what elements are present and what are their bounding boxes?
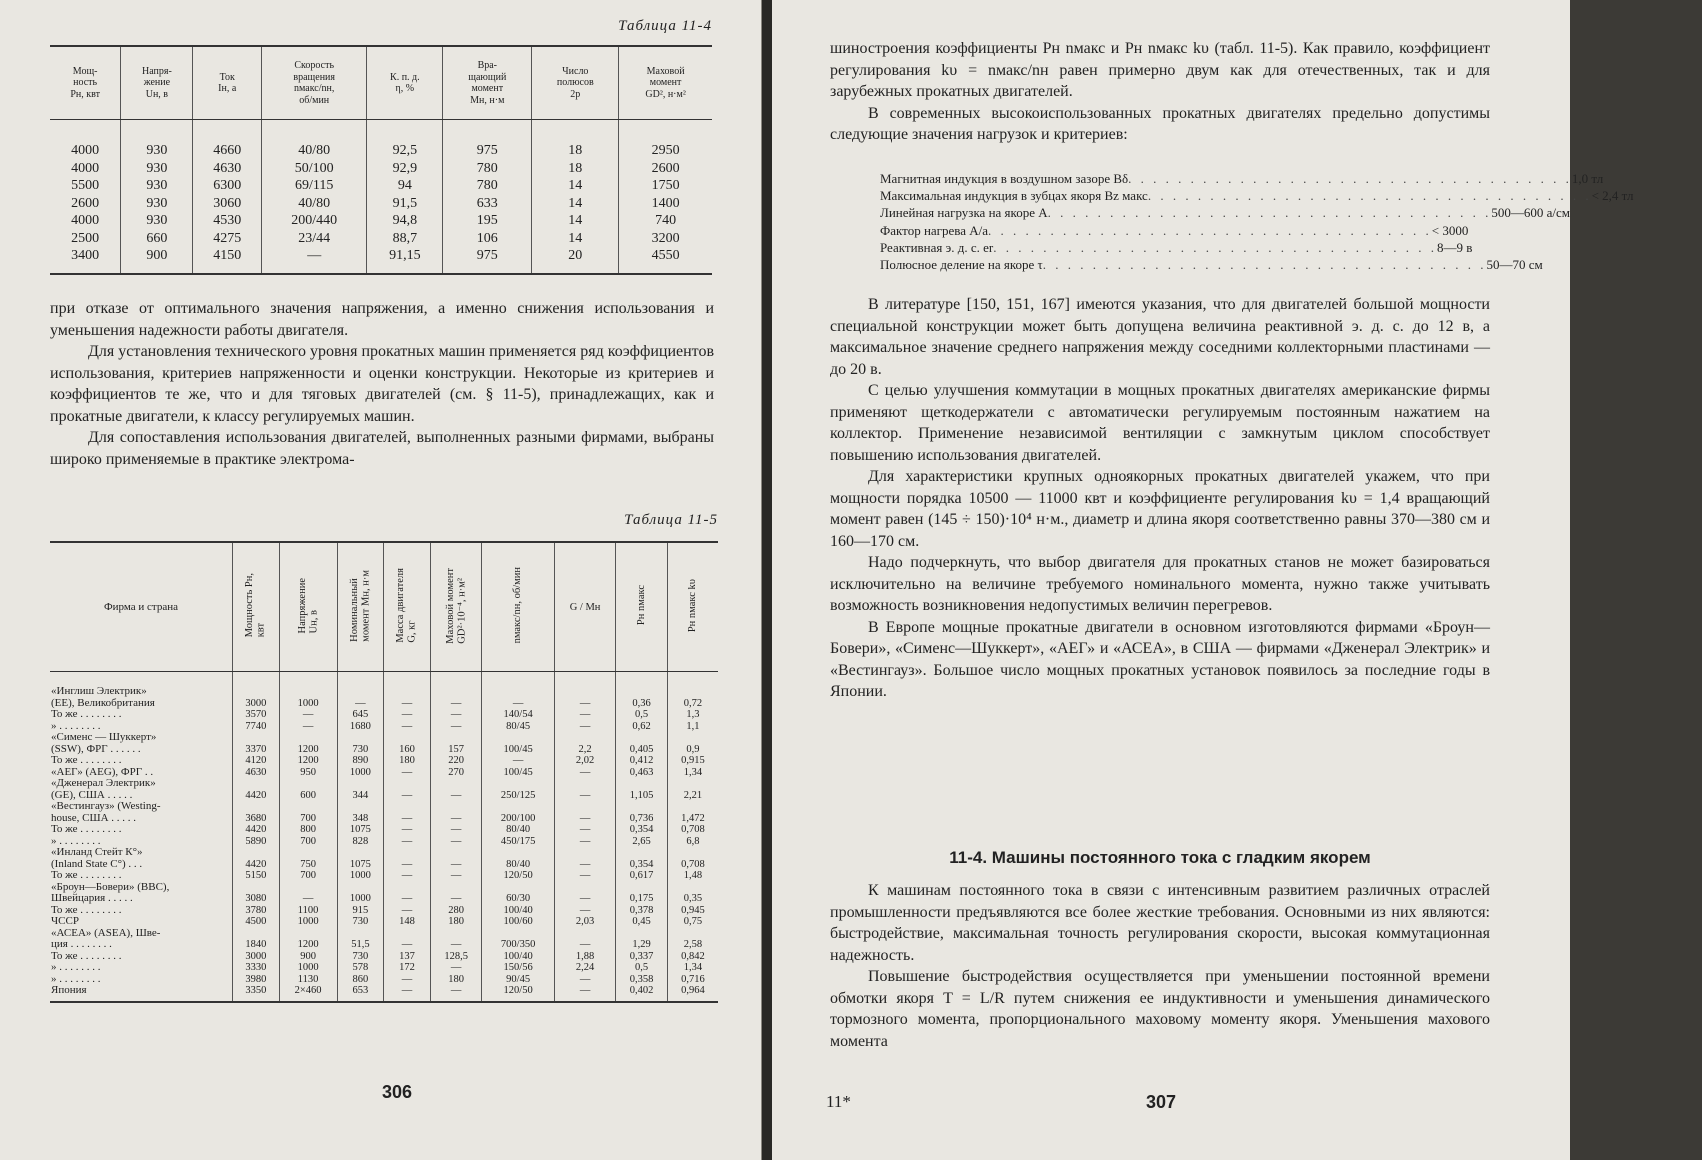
table-11-5 [50,512,718,1003]
table-cell: 200/100 80/40 450/175 [482,801,554,847]
table-cell: 50/100 [294,160,334,176]
table-cell: 0,405 0,412 [616,732,668,767]
table-cell: 160 180 [384,732,431,767]
table-cell: 975 [476,143,498,158]
criteria-item [880,170,1604,187]
column-header [430,543,482,672]
table-cell: 4000 [71,160,100,176]
criteria-value: < 3000 [1431,222,1469,238]
table-column-cells [121,120,193,274]
table-cell: 2600 [651,160,680,176]
column-header-label: Фирма и страна [103,601,179,613]
table-cell: 344 [337,778,384,801]
table-row [50,672,718,733]
leader-dots: . . . . . . . . . . . . . . . . . . . . . . . . . . . . . . . . . . . . [1047,205,1492,221]
table-cell: 3080 3780 4500 [233,882,280,928]
table-cell: 730 890 [337,732,384,767]
table-cell: — 128,5 — 180 — [430,928,482,1002]
paragraph: шиностроения коэффициенты Pн nмакс и Pн nмакс kυ (табл. 11-5). Как правило, коэффициент регулирования kυ = nмакс/nн равен примерно двум как для отечественных, так и для зарубежных прокатных двигателей. [830,40,1490,100]
table-cell: 4150 [213,248,242,263]
table-cell: 1840 3000 3330 3980 3350 [233,928,280,1002]
paragraph: В Европе мощные прокатные двигатели в основном изготовляются фирмами «Броун—Бовери», «Сименс—Шуккерт», «АЕГ» и «АСЕА», в США — фирмами «Дженерал Электрик» и «Вестингауз». Большое число мощных прокатных установок появилось за последние годы в Японии. [830,618,1490,700]
table-cell: 0,463 [616,767,668,779]
table-cell: 51,5 730 578 860 653 [337,928,384,1002]
table-cell: 23/44 [298,230,331,246]
leader-dots: . . . . . . . . . . . . . . . . . . . . . . . . . . . . . . . . . . . . [1042,257,1487,273]
column-header [384,543,431,672]
column-header [233,543,280,672]
column-header: Напря- жение Uн, в [121,47,193,120]
paragraph: В современных высокоиспользованных прокатных двигателях предельно допустимы следующие значения нагрузок и критериев: [830,104,1490,143]
table-cell: 92,9 [392,160,418,176]
paragraph: Для сопоставления использования двигателей, выполненных разными фирмами, выбраны широко применяемые в практике электрома- [50,429,714,468]
criteria-label: Полюсное деление на якоре τ [880,257,1043,273]
table-cell: 930 [146,195,168,211]
table-cell: 14 [568,178,583,193]
criteria-item [880,204,1570,221]
table-cell: 4000 [71,143,100,158]
table-cell: 14 [568,213,583,228]
column-header-label: Pн nмакс [635,585,647,626]
criteria-label: Реактивная э. д. с. er [880,239,994,255]
table-cell: 930 [146,143,168,158]
column-header-label: Pн nмакс kυ [687,578,699,633]
table-cell: — [384,778,431,801]
table-cell: 94 [397,178,412,193]
table-row [50,882,718,928]
table-cell: — — — [554,672,615,733]
table-cell: 88,7 [392,230,418,246]
column-header-label: G / Mн [569,601,601,613]
leader-dots: . . . . . . . . . . . . . . . . . . . . . . . . . . . . . . . . . . . . [1128,171,1572,186]
table-cell: 1000 [337,767,384,779]
table-cell: 91,15 [389,248,421,263]
paragraph: В литературе [150, 151, 167] имеются указания, что для двигателей большой мощности специальной конструкции может быть допущена величина реактивной э. д. с. до 12 в, а максимальное значение среднего напряжения между соседними коллекторными пластинами — до 20 в. [830,296,1490,378]
table-cell: 91,5 [392,195,418,211]
column-header [279,543,337,672]
criteria-label: Максимальная индукция в зубцах якоря Bz макс [880,188,1148,204]
column-header-label: Масса двигателя G, кг [395,568,419,643]
table-cell: — [384,767,431,779]
firm-cell: «Инглиш Электрик» (EE), Великобритания То же . . . . . . . . » . . . . . . . . [51,685,155,732]
column-header-label: Номинальный момент Mн, н·м [348,569,372,642]
table-cell: — [430,778,482,801]
table-cell: 0,354 0,617 [616,847,668,882]
table-caption: Таблица 11-4 [618,18,712,34]
paragraph: при отказе от оптимального значения напряжения, а именно снижения использования и уменьшения надежности работы двигателя. [50,300,714,339]
table-cell: — — — [384,672,431,733]
leader-dots: . . . . . . . . . . . . . . . . . . . . . . . . . . . . . . . . . . . . [1147,188,1592,204]
right-body-text-middle [830,294,1490,703]
criteria-item [880,256,1543,273]
table-column-cells [532,120,619,274]
table-cell: 1000 — — [279,672,337,733]
table-cell: 780 [476,178,498,193]
table-cell: 2,2 2,02 [554,732,615,767]
table-cell: — — — [430,801,482,847]
table-cell: — [307,248,322,263]
table-cell: 740 [655,213,677,228]
table-column-cells [443,120,532,274]
table-cell: 1,472 0,708 6,8 [667,801,718,847]
table-cell: 92,5 [392,143,418,158]
table-cell: 0,35 0,945 0,75 [667,882,718,928]
table-cell: 3680 4420 5890 [233,801,280,847]
table-cell: 1000 915 730 [337,882,384,928]
table-cell: 600 [279,778,337,801]
criteria-item [880,239,1490,256]
criteria-value: 500—600 а/см [1491,205,1570,221]
column-header [50,543,233,672]
table-cell: — — — [430,672,482,733]
criteria-label: Магнитная индукция в воздушном зазоре Bδ [880,171,1129,186]
table-cell: — 280 180 [430,882,482,928]
table-cell: 195 [476,213,498,228]
table-cell: 950 [279,767,337,779]
column-header: Мощ- ность Pн, квт [50,47,121,120]
table-cell: — — [384,847,431,882]
table-cell: 4550 [651,248,680,263]
table-cell: 700/350 100/40 150/56 90/45 120/50 [482,928,554,1002]
table-cell: 0,72 1,3 1,1 [667,672,718,733]
table-cell: 80/40 120/50 [482,847,554,882]
table-cell: — 645 1680 [337,672,384,733]
table-cell: 348 1075 828 [337,801,384,847]
table-cell: 4420 5150 [233,847,280,882]
table-cell: 270 [430,767,482,779]
table-cell: 4275 [213,230,242,246]
leader-dots: . . . . . . . . . . . . . . . . . . . . . . . . . . . . . . . . . . . . [993,239,1437,255]
table-cell: — — [554,847,615,882]
table-cell: 633 [476,195,498,211]
left-page [0,0,762,1160]
column-header [667,543,718,672]
criteria-label: Линейная нагрузка на якоре A [880,205,1048,221]
table-cell: 1400 [651,195,680,211]
column-header-label: Мощность Pн, квт [244,573,267,638]
table-cell: 3370 4120 [233,732,280,767]
paragraph: Для установления технического уровня прокатных машин применяется ряд коэффициентов использования, критериев напряженности и оценки конструкции. Некоторые из критериев и коэффициентов те же, что и для тяговых двигателей (см. § 11-5), принадлежащих, как и прокатные двигатели, к классу регулируемых машин. [50,343,714,425]
table-cell: 0,736 0,354 2,65 [616,801,668,847]
section-heading: 11-4. Машины постоянного тока с гладким якорем [949,848,1371,867]
table-cell: 700 800 700 [279,801,337,847]
table-cell: 69/115 [295,178,334,193]
paragraph: С целью улучшения коммутации в мощных прокатных двигателях американские фирмы применяют щеткодержатели с автоматически регулируемым постоянным нажатием на коллектор. Применение независимой вентиляции с замкнутым циклом способствует повышению использования двигателей. [830,382,1490,464]
table-cell: 106 [476,230,498,246]
table-cell: 14 [568,230,583,246]
table-cell: 930 [146,160,168,176]
table-cell: 780 [476,160,498,176]
column-header: Маховой момент GD², н·м² [619,47,712,120]
criteria-list [880,170,1634,273]
table-cell: 4630 [233,767,280,779]
column-header: Ток Iн, а [193,47,261,120]
left-body-text [50,298,714,470]
column-header [616,543,668,672]
criteria-label: Фактор нагрева A/a [880,222,989,238]
table-cell: 18 [568,160,583,176]
column-header: К. п. д. η, % [367,47,443,120]
table-cell: — — — [384,801,431,847]
column-header: Число полюсов 2p [532,47,619,120]
table-cell: — [554,778,615,801]
table-column-cells [367,120,443,274]
book-gutter [762,0,772,1160]
table-cell: 2,58 0,842 1,34 0,716 0,964 [667,928,718,1002]
data-table [50,543,718,1003]
paragraph: Повышение быстродействия осуществляется при уменьшении постоянной времени обмотки якоря T = L/R путем снижения ее индуктивности и уменьшения динамического тормозного момента, пропорционального маховому моменту якоря. Уменьшения махового момента [830,968,1490,1050]
firm-cell: «Инланд Стейт К°» (Inland State C°) . . . То же . . . . . . . . [51,846,143,881]
signature-mark: 11* [826,1092,851,1111]
column-header-label: nмакс/nн, об/мин [512,567,524,644]
table-cell: 4000 [71,213,100,228]
table-caption: Таблица 11-5 [624,512,718,528]
table-cell: — 1,88 2,24 — — [554,928,615,1002]
table-cell: — — 148 [384,882,431,928]
table-cell: 40/80 [298,143,331,158]
column-header [554,543,615,672]
table-cell: 975 [476,248,498,263]
firm-cell: «АСЕА» (ASEA), Шве- ция . . . . . . . . То же . . . . . . . . » . . . . . . . . » . . . . . . . . Япония [50,928,233,1002]
table-cell: 3060 [213,195,242,211]
table-cell: 14 [568,195,583,211]
table-cell: — [554,767,615,779]
table-cell: 1075 1000 [337,847,384,882]
firm-cell: «Броун—Бовери» (BBC), Швейцария . . . . . То же . . . . . . . . ЧССР [51,880,170,927]
table-cell: 0,9 0,915 [667,732,718,767]
table-cell: 750 700 [279,847,337,882]
table-cell: 60/30 100/40 100/60 [482,882,554,928]
leader-dots: . . . . . . . . . . . . . . . . . . . . . . . . . . . . . . . . . . . . [988,222,1432,238]
criteria-value: < 2,4 тл [1591,188,1634,204]
paragraph: К машинам постоянного тока в связи с интенсивным развитием различных отраслей промышленности предъявляются все более жесткие требования. Основными из них являются: быстродействие, максимальная точность регулирования скорости, высокая коммутационная надежность. [830,882,1490,964]
table-cell: 5500 [71,178,100,193]
table-column-cells [619,120,712,274]
data-table [50,47,712,275]
table-cell: — — 2,03 [554,882,615,928]
criteria-item [880,187,1634,204]
table-cell: — — [430,847,482,882]
table-cell: 1,29 0,337 0,5 0,358 0,402 [616,928,668,1002]
table-cell: 100/45 [482,767,554,779]
table-cell: — 137 172 — — [384,928,431,1002]
table-cell: 250/125 [482,778,554,801]
table-cell: 930 [146,178,168,193]
table-cell: 2600 [71,195,100,211]
table-cell: — — — [554,801,615,847]
table-cell: 6300 [213,178,242,193]
table-cell: 40/80 [298,195,331,211]
table-cell: 4530 [213,213,242,228]
column-header [337,543,384,672]
table-cell: 3000 3570 7740 [233,672,280,733]
firm-cell: «АЕГ» (AEG), ФРГ . . [51,765,154,778]
table-cell: 157 220 [430,732,482,767]
table-cell: 3400 [71,248,100,263]
column-header [482,543,554,672]
table-cell: 930 [146,213,168,228]
table-cell: 660 [146,230,168,246]
table-row [50,120,712,274]
table-row [50,801,718,847]
table-cell: 0,708 1,48 [667,847,718,882]
right-body-text-top [830,38,1490,146]
table-cell: — 1100 1000 [279,882,337,928]
table-cell: 0,175 0,378 0,45 [616,882,668,928]
table-cell: 4420 [233,778,280,801]
table-cell: 900 [146,248,168,263]
firm-cell: «Сименс — Шуккерт» (SSW), ФРГ . . . . . . То же . . . . . . . . [51,731,157,766]
table-cell: 1,34 [667,767,718,779]
paragraph: Для характеристики крупных одноякорных прокатных двигателей укажем, что при мощности порядка 10500 — 11000 квт и коэффициенте регулирования kυ = 1,4 вращающий момент равен (145 ÷ 150)·10⁴ н·м., диаметр и длина якоря соответственно равны 370—380 см и 160—170 см. [830,468,1490,550]
table-cell: 100/45 — [482,732,554,767]
table-cell: 2500 [71,230,100,246]
table-cell: 4660 [213,143,242,158]
table-cell: — 140/54 80/45 [482,672,554,733]
table-row [50,778,718,801]
criteria-value: 50—70 см [1486,257,1543,273]
table-cell: 1750 [651,178,680,193]
column-header: Скорость вращения nмакс/nн, об/мин [261,47,367,120]
firm-cell: «Вестингауз» (Westing- house, США . . . . . То же . . . . . . . . » . . . . . . . . [51,800,161,847]
page-number: 306 [382,1082,413,1102]
table-cell: 2950 [651,143,680,158]
table-column-cells [193,120,261,274]
right-body-text-bottom [830,880,1490,1052]
table-cell: 1200 1200 [279,732,337,767]
table-row [50,732,718,767]
table-cell: 3200 [651,230,680,246]
table-cell: 94,8 [392,213,418,228]
column-header-label: Напряжение Uн, в [296,577,320,634]
table-cell: 1,105 [616,778,668,801]
criteria-item [880,222,1490,239]
table-cell: 4630 [213,160,242,176]
table-row [50,928,718,1002]
table-row [50,847,718,882]
criteria-value: 1,0 тл [1571,171,1604,186]
column-header: Вра- щающий момент Mн, н·м [443,47,532,120]
table-cell: 18 [568,143,583,158]
table-column-cells [261,120,367,274]
table-cell: 200/440 [291,213,338,228]
table-cell: 2,21 [667,778,718,801]
firm-cell: «Дженерал Электрик» (GE), США . . . . . [51,777,156,801]
paragraph: Надо подчеркнуть, что выбор двигателя для прокатных станов не может базироваться исключительно на величине требуемого номинального момента, нужно также учитывать возможность возникновения недопустимых величин перегревов. [830,554,1490,614]
table-cell: 1200 900 1000 1130 2×460 [279,928,337,1002]
page-number: 307 [1146,1092,1177,1112]
criteria-value: 8—9 в [1436,239,1473,255]
table-cell: 20 [568,248,583,263]
table-11-4 [50,18,712,275]
column-header-label: Маховой момент GD²·10⁻⁴, н·м² [444,567,468,644]
table-column-cells [50,120,121,274]
table-cell: 0,36 0,5 0,62 [616,672,668,733]
